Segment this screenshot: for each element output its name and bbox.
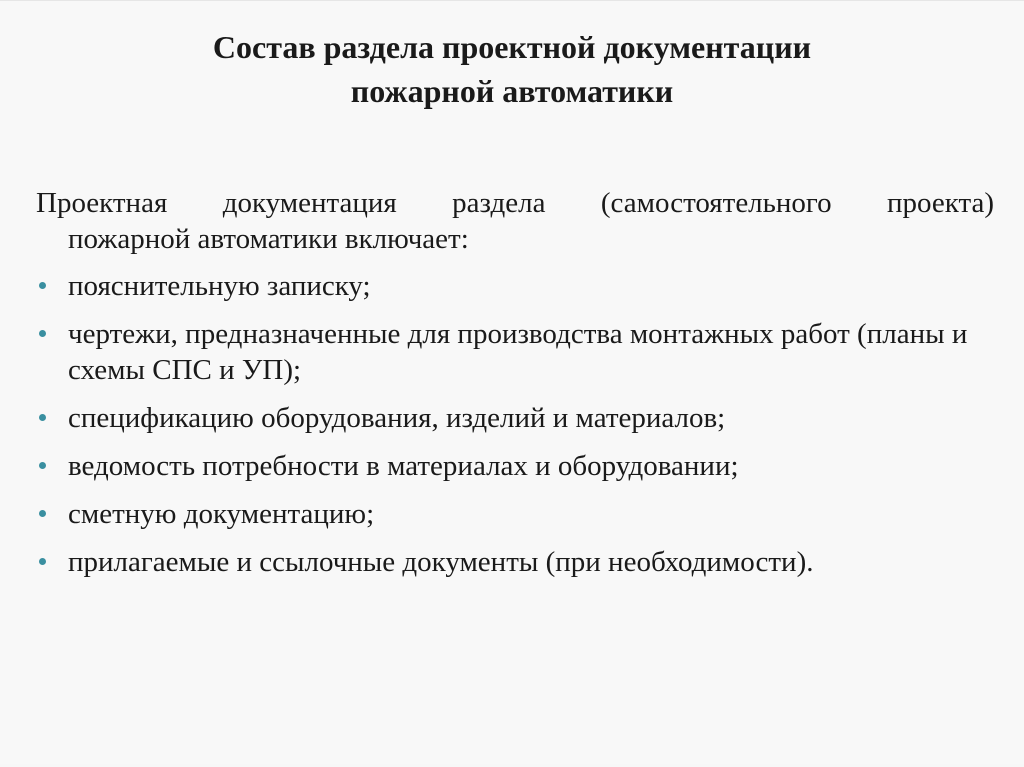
list-item xyxy=(36,496,994,532)
list-item-text: спецификацию оборудования, изделий и материалов; xyxy=(68,402,726,434)
intro-line-2: пожарной автоматики включает: xyxy=(68,223,469,255)
list-item xyxy=(36,400,994,436)
list-item-text: пояснительную записку; xyxy=(68,270,371,302)
list-item-text: сметную документацию; xyxy=(68,498,375,530)
slide-title xyxy=(90,25,934,113)
list-item-text: прилагаемые и ссылочные документы (при необходимости). xyxy=(68,546,814,578)
bullet-list xyxy=(36,268,994,580)
list-item-text: чертежи, предназначенные для производства монтажных работ (планы и схемы СПС и УП); xyxy=(68,318,968,386)
bullet-dot-icon xyxy=(39,282,46,289)
list-item xyxy=(36,316,994,388)
intro-line-1: Проектная документация раздела (самостоятельного проекта) xyxy=(36,187,994,219)
slide-body xyxy=(36,185,994,592)
bullet-dot-icon xyxy=(39,462,46,469)
list-item xyxy=(36,544,994,580)
slide-title-line-1: Состав раздела проектной документации xyxy=(212,29,812,65)
bullet-dot-icon xyxy=(39,510,46,517)
bullet-dot-icon xyxy=(39,558,46,565)
intro-paragraph xyxy=(36,185,994,257)
list-item xyxy=(36,448,994,484)
bullet-dot-icon xyxy=(39,330,46,337)
list-item xyxy=(36,268,994,304)
slide-title-line-2: пожарной автоматики xyxy=(350,73,674,109)
list-item-text: ведомость потребности в материалах и оборудовании; xyxy=(68,450,739,482)
bullet-dot-icon xyxy=(39,414,46,421)
